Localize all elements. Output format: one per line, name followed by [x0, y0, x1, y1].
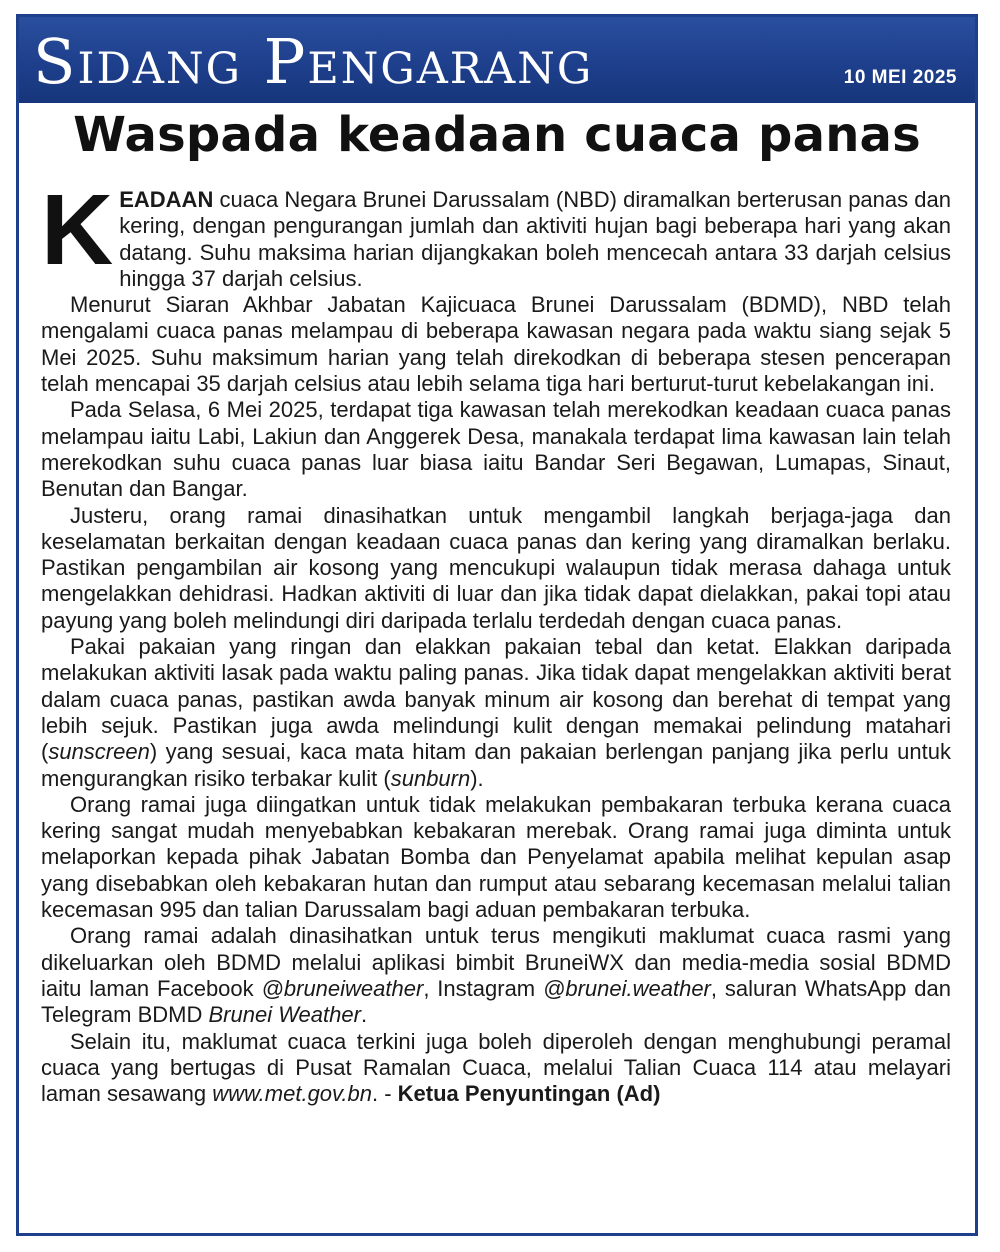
editorial-frame: [16, 14, 978, 1236]
term-sunburn: sunburn: [390, 765, 471, 791]
article-headline: Waspada keadaan cuaca panas: [73, 107, 921, 163]
website-url: www.met.gov.bn: [212, 1081, 372, 1107]
paragraph-5-text-b: ) yang sesuai, kaca mata hitam dan pakaian berlengan panjang jika perlu untuk mengurangkan risiko terbakar kulit (: [41, 739, 951, 791]
drop-cap: K: [41, 174, 114, 286]
masthead-banner: [19, 17, 975, 103]
author-signature: Ketua Penyuntingan (Ad): [397, 1081, 661, 1107]
paragraph-5-text-c: ).: [470, 765, 484, 791]
paragraph-6: Orang ramai juga diingatkan untuk tidak melakukan pembakaran terbuka kerana cuaca kering sangat mudah menyebabkan kebakaran merebak. Orang ramai juga diminta untuk melaporkan kepada pihak Jabatan Bomba dan Penyelamat apabila melihat kepulan asap yang disebabkan oleh kebakaran hutan dan rumput atau sebarang kecemasan melalui talian kecemasan 995 dan talian Darussalam bagi aduan pembakaran terbuka.: [41, 791, 951, 923]
channel-name: Brunei Weather: [208, 1002, 361, 1028]
paragraph-2: Menurut Siaran Akhbar Jabatan Kajicuaca Brunei Darussalam (BDMD), NBD telah mengalami cuaca panas melampau di beberapa kawasan negara pada waktu siang sejak 5 Mei 2025. Suhu maksimum harian yang telah direkodkan di beberapa stesen pencerapan telah mencapai 35 darjah celsius atau lebih selama tiga hari berturut-turut kebelakangan ini.: [41, 292, 951, 397]
paragraph-7-text-d: .: [360, 1002, 368, 1028]
article-body: [41, 174, 952, 1107]
paragraph-5-text-a: Pakai pakaian yang ringan dan elakkan pakaian tebal dan ketat. Elakkan daripada melakukan aktiviti lasak pada waktu paling panas. Jika tidak dapat mengelakkan aktiviti berat dalam cuaca panas, pastikan awda banyak minum air kosong dan berehat di tempat yang lebih sejuk. Pastikan juga awda melindungi kulit dengan memakai pelindung matahari (: [41, 634, 951, 765]
paragraph-8-text-a: Selain itu, maklumat cuaca terkini juga boleh diperoleh dengan menghubungi peramal cuaca yang bertugas di Pusat Ramalan Cuaca, melalui Talian Cuaca 114 atau melayari laman sesawang: [41, 1028, 951, 1107]
lead-word: EADAAN: [119, 187, 214, 212]
paragraph-3: Pada Selasa, 6 Mei 2025, terdapat tiga kawasan telah merekodkan keadaan cuaca panas melampau iaitu Labi, Lakiun dan Anggerek Desa, manakala terdapat lima kawasan lain telah merekodkan suhu cuaca panas luar biasa iaitu Bandar Seri Begawan, Lumapas, Sinaut, Benutan dan Bangar.: [41, 397, 951, 502]
term-sunscreen: sunscreen: [48, 739, 150, 765]
paragraph-1-text: cuaca Negara Brunei Darussalam (NBD) diramalkan berterusan panas dan kering, dengan pengurangan jumlah dan aktiviti hujan bagi beberapa hari yang akan datang. Suhu maksima harian dijangkakan boleh mencecah antara 33 darjah celsius hingga 37 darjah celsius.: [119, 187, 951, 291]
paragraph-8-text-b: . -: [372, 1081, 398, 1107]
paragraph-7-text-a: Orang ramai adalah dinasihatkan untuk terus mengikuti maklumat cuaca rasmi yang dikeluarkan oleh BDMD melalui aplikasi bimbit BruneiWX dan media-media sosial BDMD iaitu laman Facebook: [41, 923, 951, 1001]
paragraph-8: [41, 1029, 951, 1108]
paragraph-7: [41, 923, 951, 1028]
section-title: Sidang Pengarang: [33, 25, 594, 98]
issue-date: 10 MEI 2025: [843, 67, 957, 88]
paragraph-4: Justeru, orang ramai dinasihatkan untuk mengambil langkah berjaga-jaga dan keselamatan berkaitan dengan keadaan cuaca panas dan kering yang diramalkan berlaku. Pastikan pengambilan air kosong yang mencukupi walaupun tidak merasa dahaga untuk mengelakkan dehidrasi. Hadkan aktiviti di luar dan jika tidak dapat dielakkan, pakai topi atau payung yang boleh melindungi diri daripada terlalu terdedah dengan cuaca panas.: [41, 502, 951, 633]
instagram-handle: @brunei.weather: [543, 975, 711, 1001]
paragraph-1: [41, 174, 951, 292]
paragraph-5: [41, 634, 951, 792]
paragraph-7-text-c: , saluran WhatsApp dan Telegram BDMD: [41, 975, 952, 1028]
facebook-handle: @bruneiweather: [261, 975, 424, 1001]
paragraph-7-text-b: , Instagram: [423, 975, 544, 1001]
